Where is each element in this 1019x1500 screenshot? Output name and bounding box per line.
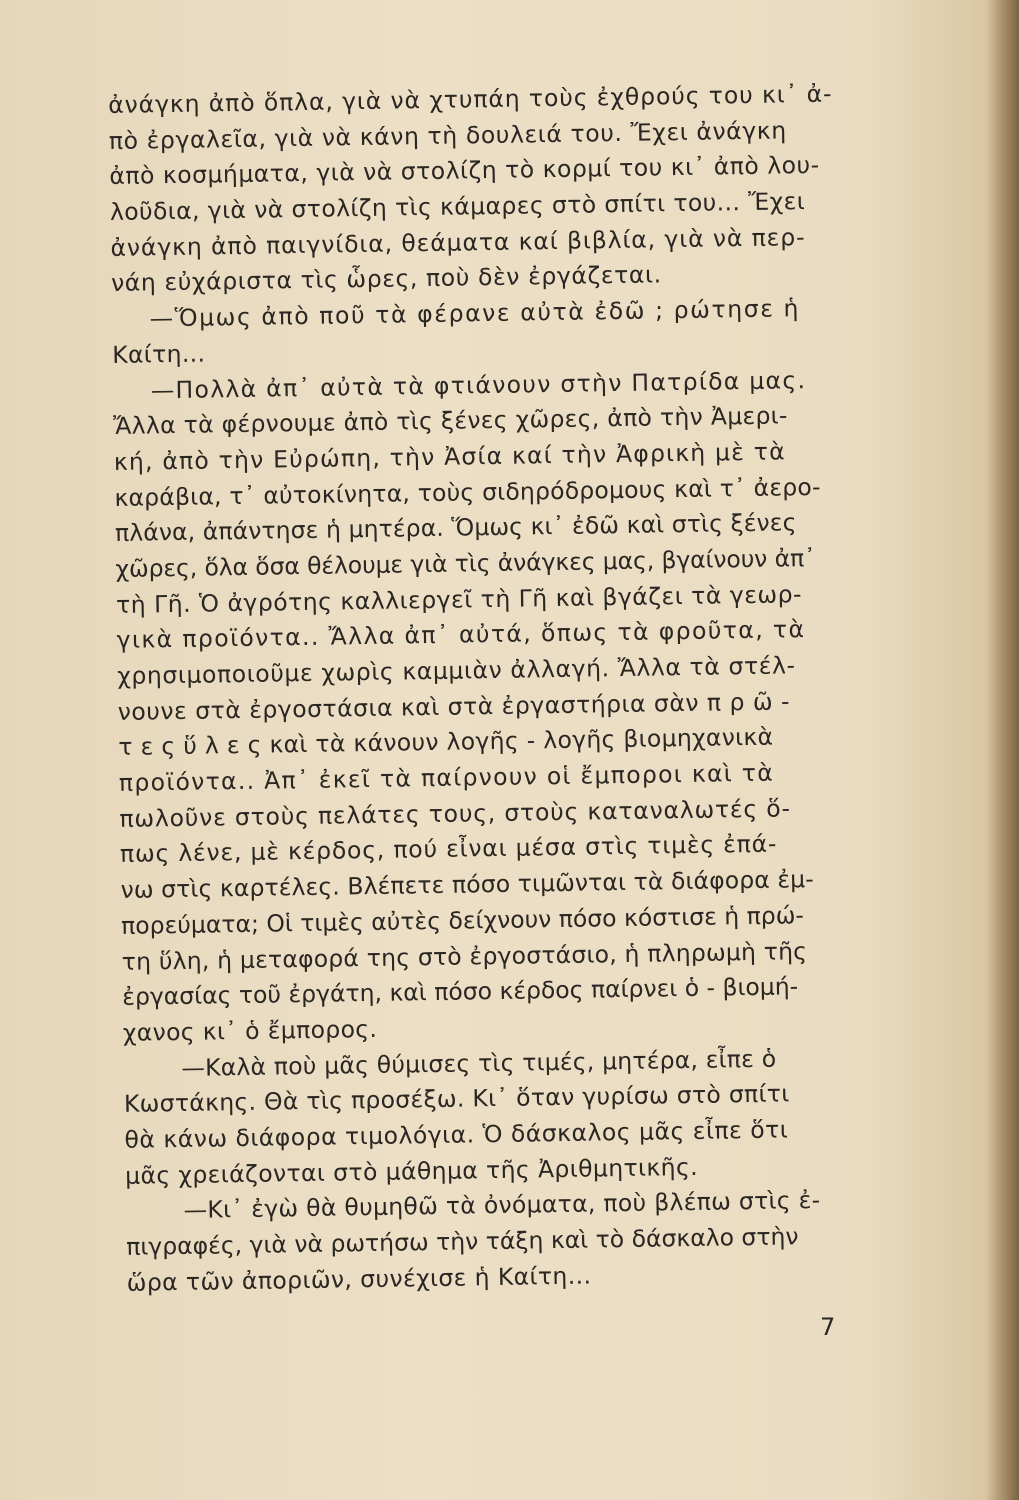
text-line: μᾶς χρειάζονται στὸ μάθημα τῆς Ἀριθμητικῆς. — [124, 1152, 699, 1190]
text-line: —Καλὰ ποὺ μᾶς θύμισες τὶς τιμές, μητέρα, εἶπε ὁ — [181, 1044, 777, 1082]
book-spine-shadow — [985, 0, 1019, 1500]
text-line: πωλοῦνε στοὺς πελάτες τους, στοὺς καταναλωτές ὅ- — [119, 794, 791, 833]
text-line: Ἄλλα τὰ φέρνουμε ἀπὸ τὶς ξένες χῶρες, ἀπὸ τὴν Ἀμερι- — [113, 401, 788, 441]
text-line: —Κι᾿ ἐγὼ θὰ θυμηθῶ τὰ ὀνόματα, ποὺ βλέπω στὶς ἐ- — [183, 1186, 821, 1225]
text-line: προϊόντα.. Ἀπ᾿ ἐκεῖ τὰ παίρνουν οἱ ἔμποροι καὶ τὰ — [118, 758, 775, 797]
text-line: χῶρες, ὅλα ὅσα θέλουμε γιὰ τὶς ἀνάγκες μας, βγαίνουν ἀπ᾿ — [115, 543, 816, 583]
text-line: νω στὶς καρτέλες. Βλέπετε πόσο τιμῶνται τὰ διάφορα ἐμ- — [120, 865, 815, 905]
body-text — [108, 77, 857, 1302]
text-line: νουνε στὰ ἐργοστάσια καὶ στὰ ἐργαστήρια σὰν π ρ ῶ - — [117, 687, 791, 726]
page-number: 7 — [820, 1313, 836, 1341]
text-line: ἀπὸ κοσμήματα, γιὰ νὰ στολίζη τὸ κορμί του κι᾿ ἀπὸ λου- — [109, 151, 820, 191]
text-line: πιγραφές, γιὰ νὰ ρωτήσω τὴν τάξη καὶ τὸ δάσκαλο στὴν — [125, 1222, 799, 1261]
text-line: χανος κι᾿ ὁ ἔμπορος. — [122, 1014, 378, 1047]
text-line: κή, ἀπὸ τὴν Εὐρώπη, τὴν Ἀσία καί τὴν Ἀφρικὴ μὲ τὰ — [113, 437, 786, 476]
text-line: Καίτη... — [111, 339, 206, 369]
text-line: τη ὕλη, ἡ μεταφορά της στὸ ἐργοστάσιο, ἡ πληρωμὴ τῆς — [121, 936, 808, 976]
text-line: ἀνάγκη ἀπὸ παιγνίδια, θεάματα καί βιβλία, γιὰ νὰ περ- — [110, 222, 806, 262]
text-line: θὰ κάνω διάφορα τιμολόγια. Ὁ δάσκαλος μᾶς εἶπε ὅτι — [124, 1115, 789, 1154]
text-line: πλάνα, ἀπάντησε ἡ μητέρα. Ὅμως κι᾿ ἐδῶ καὶ στὶς ξένες — [114, 508, 797, 548]
text-line: τ ε ς ὕ λ ε ς καὶ τὰ κάνουν λογῆς - λογῆς βιομηχανικὰ — [118, 723, 774, 762]
text-line: ὥρα τῶν ἀποριῶν, συνέχισε ἡ Καίτη... — [126, 1261, 592, 1297]
text-line: χρησιμοποιοῦμε χωρὶς καμμιὰν ἀλλαγή. Ἄλλα τὰ στέλ- — [117, 651, 796, 690]
text-line: —Ὅμως ἀπὸ ποῦ τὰ φέρανε αὐτὰ ἐδῶ ; ρώτησε ἡ — [149, 294, 801, 333]
text-line: λοῦδια, γιὰ νὰ στολίζη τὶς κάμαρες στὸ σπίτι του... Ἔχει — [109, 187, 806, 227]
text-line: ἐργασίας τοῦ ἐργάτη, καὶ πόσο κέρδος παίρνει ὁ - βιομή- — [122, 972, 799, 1012]
text-line: Κωστάκης. Θὰ τὶς προσέξω. Κι᾿ ὅταν γυρίσω στὸ σπίτι — [123, 1079, 790, 1119]
text-line: ἀνάγκη ἀπὸ ὅπλα, γιὰ νὰ χτυπάη τοὺς ἐχθρούς του κι᾿ ἀ- — [108, 79, 833, 119]
text-line: γικὰ προϊόντα.. Ἄλλα ἀπ᾿ αὐτά, ὅπως τὰ φροῦτα, τὰ — [116, 615, 806, 655]
text-line: —Πολλὰ ἀπ᾿ αὐτὰ τὰ φτιάνουν στὴν Πατρίδα μας. — [150, 365, 807, 404]
text-line: πὸ ἐργαλεῖα, γιὰ νὰ κάνη τὴ δουλειά του. Ἔχει ἀνάγκη — [108, 116, 787, 155]
text-line: πως λένε, μὲ κέρδος, πού εἶναι μέσα στὶς τιμὲς ἐπά- — [119, 830, 778, 869]
text-line: νάη εὐχάριστα τὶς ὧρες, ποὺ δὲν ἐργάζεται. — [110, 260, 662, 298]
text-line: πορεύματα; Οἱ τιμὲς αὐτὲς δείχνουν πόσο κόστισε ἡ πρώ- — [120, 900, 805, 940]
text-line: καράβια, τ᾿ αὐτοκίνητα, τοὺς σιδηρόδρομους καὶ τ᾿ ἀερο- — [114, 472, 821, 512]
text-line: τὴ Γῆ. Ὁ ἀγρότης καλλιεργεῖ τὴ Γῆ καὶ βγάζει τὰ γεωρ- — [115, 579, 803, 619]
